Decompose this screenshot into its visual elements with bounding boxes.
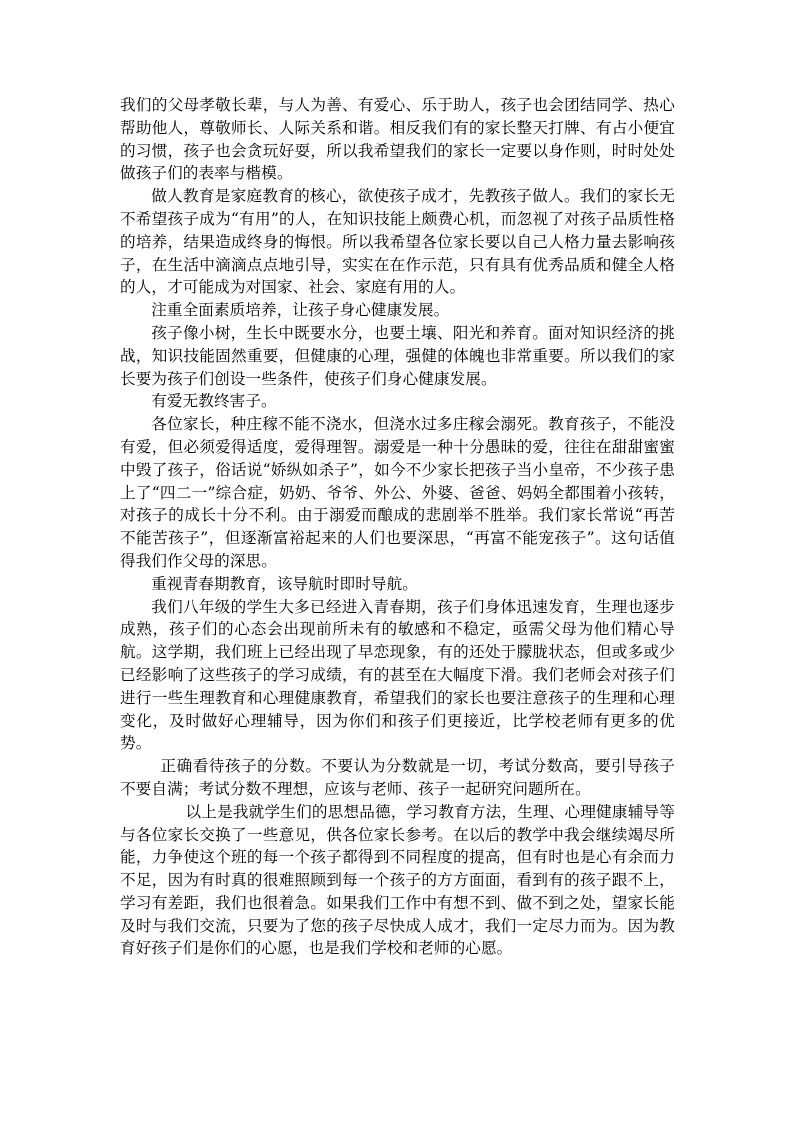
heading-all-round-quality: 注重全面素质培养，让孩子身心健康发展。: [151, 301, 450, 320]
document-body: [120, 94, 675, 960]
paragraph-exam-scores: 正确看待孩子的分数。不要认为分数就是一切，考试分数高，要引导孩子不要自满；考试分数不理想，应该与老师、孩子一起研究问题所在。: [120, 757, 675, 798]
heading-love-without-teaching: 有爱无教终害子。: [151, 392, 277, 411]
paragraph-healthy-development: 孩子像小树，生长中既要水分，也要土壤、阳光和养育。面对知识经济的挑战，知识技能固然重要，但健康的心理，强健的体魄也非常重要。所以我们的家长要为孩子们创设一些条件，使孩子们身心健康发展。: [120, 323, 675, 388]
paragraph-character-education: 做人教育是家庭教育的核心，欲使孩子成才，先教孩子做人。我们的家长无不希望孩子成为“有用”的人，在知识技能上颇费心机，而忽视了对孩子品质性格的培养，结果造成终身的悔恨。所以我希望各位家长要以自己人格力量去影响孩子，在生活中滴滴点点地引导，实实在在作示范，只有具有优秀品质和健全人格的人，才可能成为对国家、社会、家庭有用的人。: [120, 187, 675, 297]
paragraph-parents-role-model: 我们的父母孝敬长辈，与人为善、有爱心、乐于助人，孩子也会团结同学、热心帮助他人，尊敬师长、人际关系和谐。相反我们有的家长整天打牌、有占小便宜的习惯，孩子也会贪玩好耍，所以我希望我们的家长一定要以身作则，时时处处做孩子们的表率与楷模。: [120, 96, 675, 183]
paragraph-doting-love: 各位家长，种庄稼不能不浇水，但浇水过多庄稼会溺死。教育孩子，不能没有爱，但必须爱得适度，爱得理智。溺爱是一种十分愚昧的爱，往往在甜甜蜜蜜中毁了孩子，俗话说“娇纵如杀子”，如今不少家长把孩子当小皇帝，不少孩子患上了“四二一”综合症，奶奶、爷爷、外公、外婆、爸爸、妈妈全都围着小孩转，对孩子的成长十分不利。由于溺爱而酿成的悲剧举不胜举。我们家长常说“再苦不能苦孩子”，但逐渐富裕起来的人们也要深思，“再富不能宠孩子”。这句话值得我们作父母的深思。: [120, 415, 675, 570]
paragraph-closing: 以上是我就学生们的思想品德，学习教育方法，生理、心理健康辅导等与各位家长交换了一些意见，供各位家长参考。在以后的教学中我会继续竭尽所能，力争使这个班的每一个孩子都得到不同程度的提高，但有时也是心有余而力不足，因为有时真的很难照顾到每一个孩子的方方面面，看到有的孩子跟不上，学习有差距，我们也很着急。如果我们工作中有想不到、做不到之处，望家长能及时与我们交流，只要为了您的孩子尽快成人成才，我们一定尽力而为。因为教育好孩子们是你们的心愿，也是我们学校和老师的心愿。: [120, 802, 675, 958]
heading-adolescence-education: 重视青春期教育，该导航时即时导航。: [151, 574, 418, 593]
paragraph-adolescence: 我们八年级的学生大多已经进入青春期，孩子们身体迅速发育，生理也逐步成熟，孩子们的心态会出现前所未有的敏感和不稳定，亟需父母为他们精心导航。这学期，我们班上已经出现了早恋现象，有的还处于朦胧状态，但或多或少已经影响了这些孩子的学习成绩，有的甚至在大幅度下滑。我们老师会对孩子们进行一些生理教育和心理健康教育，希望我们的家长也要注意孩子的生理和心理变化，及时做好心理辅导，因为你们和孩子们更接近，比学校老师有更多的优势。: [120, 597, 675, 753]
